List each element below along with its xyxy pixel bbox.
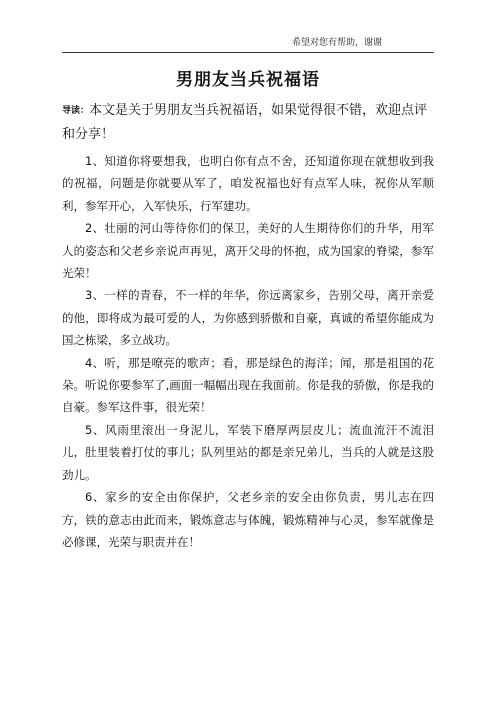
header-note: 希望对您有帮助，谢谢 [292, 38, 383, 48]
paragraph-4: 4、听，那是嘹亮的歌声；看，那是绿色的海洋；闻，那是祖国的花朵。听说你要参军了,画面一幅幅出现在我面前。你是我的骄傲，你是我的自豪。参军这件事，很光荣！ [62, 355, 434, 415]
paragraph-6: 6、家乡的安全由你保护，父老乡亲的安全由你负责，男儿志在四方，铁的意志由此而来，锻炼意志与体魄，锻炼精神与心灵，参军就像是必修课，光荣与职责并在！ [62, 490, 434, 549]
paragraph-5: 5、风雨里滚出一身泥儿，军装下磨厚两层皮儿；流血流汗不流泪儿，肚里装着打仗的事儿；队列里站的都是亲兄弟儿，当兵的人就是这股劲儿。 [62, 422, 434, 482]
paragraph-1: 1、知道你将要想我，也明白你有点不舍，还知道你现在就想收到我的祝福，问题是你就要从军了，咱发祝福也好有点军人味，祝你从军顺利，参军开心，入军快乐，行军建功。 [62, 154, 434, 213]
body-paragraphs [62, 150, 434, 553]
document-title: 男朋友当兵祝福语 [176, 70, 320, 90]
header-divider [62, 52, 434, 53]
intro-label: 导读： [62, 106, 90, 116]
paragraph-3: 3、一样的青春，不一样的年华，你远离家乡，告别父母，离开亲爱的他，即将成为最可爱的人，为你感到骄傲和自豪，真诚的希望你能成为国之栋梁，多立战功。 [62, 288, 434, 348]
intro-text: 本文是关于男朋友当兵祝福语，如果觉得很不错，欢迎点评和分享！ [62, 103, 428, 142]
paragraph-2: 2、壮丽的河山等待你们的保卫，美好的人生期待你们的升华，用军人的姿态和父老乡亲说声再见，离开父母的怀抱，成为国家的脊梁，参军光荣！ [62, 221, 434, 281]
intro-section [62, 99, 434, 147]
